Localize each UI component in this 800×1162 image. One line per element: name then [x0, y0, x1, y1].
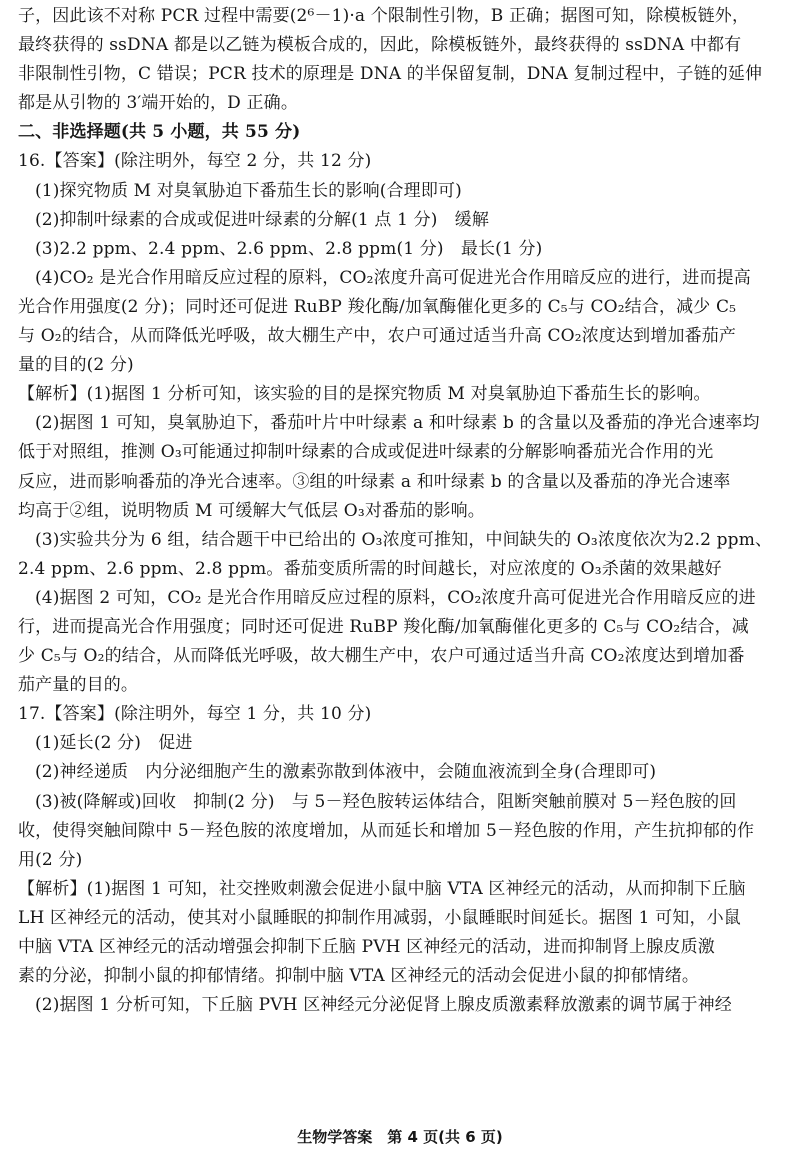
- text-line: (1)延长(2 分) 促进: [35, 733, 193, 754]
- text-line: (3)2.2 ppm、2.4 ppm、2.6 ppm、2.8 ppm(1 分) 最长(1 分): [35, 238, 543, 259]
- text-line: (2)抑制叶绿素的合成或促进叶绿素的分解(1 点 1 分) 缓解: [35, 209, 489, 230]
- text-line: (2)据图 1 可知，臭氧胁迫下，番茄叶片中叶绿素 a 和叶绿素 b 的含量以及番茄的净光合速率均: [35, 413, 760, 434]
- text-line: 量的目的(2 分): [18, 355, 134, 376]
- text-line: 2.4 ppm、2.6 ppm、2.8 ppm。番茄变质所需的时间越长，对应浓度的 O₃杀菌的效果越好: [18, 558, 722, 579]
- text-line: 中脑 VTA 区神经元的活动增强会抑制下丘脑 PVH 区神经元的活动，进而抑制肾上腺皮质激: [18, 937, 715, 957]
- text-line: 最终获得的 ssDNA 都是以乙链为模板合成的，因此，除模板链外，最终获得的 ssDNA 中都有: [18, 35, 742, 56]
- text-line: 用(2 分): [18, 849, 83, 870]
- text-line: 少 C₅与 O₂的结合，从而降低光呼吸，故大棚生产中，农户可通过适当升高 CO₂浓度达到增加番: [18, 646, 745, 667]
- text-line: 反应，进而影响番茄的净光合速率。③组的叶绿素 a 和叶绿素 b 的含量以及番茄的净光合速率: [18, 471, 731, 492]
- text-line: (2)据图 1 分析可知，下丘脑 PVH 区神经元分泌促肾上腺皮质激素释放激素的调节属于神经: [35, 995, 732, 1016]
- section-heading: 二、非选择题(共 5 小题，共 55 分): [18, 122, 301, 143]
- text-line: 素的分泌，抑制小鼠的抑郁情绪。抑制中脑 VTA 区神经元的活动会促进小鼠的抑郁情绪。: [18, 966, 700, 987]
- text-line: (3)实验共分为 6 组，结合题干中已给出的 O₃浓度可推知，中间缺失的 O₃浓度依次为2.2 ppm、: [35, 529, 773, 550]
- text-line: 【解析】(1)据图 1 分析可知，该实验的目的是探究物质 M 对臭氧胁迫下番茄生长的影响。: [18, 384, 711, 405]
- text-line: 【解析】(1)据图 1 可知，社交挫败刺激会促进小鼠中脑 VTA 区神经元的活动，从而抑制下丘脑: [18, 878, 746, 899]
- text-line: (1)探究物质 M 对臭氧胁迫下番茄生长的影响(合理即可): [35, 180, 462, 201]
- text-line: (3)被(降解或)回收 抑制(2 分) 与 5－羟色胺转运体结合，阻断突触前膜对 5－羟色胺的回: [35, 791, 737, 812]
- answer-sheet-body: [18, 2, 784, 1020]
- page-footer: 生物学答案 第 4 页(共 6 页): [297, 1128, 503, 1146]
- text-line: 光合作用强度(2 分)；同时还可促进 RuBP 羧化酶/加氧酶催化更多的 C₅与 CO₂结合，减少 C₅: [18, 296, 737, 317]
- text-line: (4)据图 2 可知，CO₂ 是光合作用暗反应过程的原料，CO₂浓度升高可促进光合作用暗反应的进: [35, 587, 756, 608]
- text-line: LH 区神经元的活动，使其对小鼠睡眠的抑制作用减弱，小鼠睡眠时间延长。据图 1 可知，小鼠: [18, 907, 741, 928]
- text-line: 非限制性引物，C 错误；PCR 技术的原理是 DNA 的半保留复制，DNA 复制过程中，子链的延伸: [18, 64, 763, 85]
- text-line: 与 O₂的结合，从而降低光呼吸，故大棚生产中，农户可通过适当升高 CO₂浓度达到增加番茄产: [18, 326, 737, 347]
- text-line: 行，进而提高光合作用强度；同时还可促进 RuBP 羧化酶/加氧酶催化更多的 C₅与 CO₂结合，减: [18, 616, 749, 637]
- text-line: 均高于②组，说明物质 M 可缓解大气低层 O₃对番茄的影响。: [18, 500, 485, 521]
- text-line: 低于对照组，推测 O₃可能通过抑制叶绿素的合成或促进叶绿素的分解影响番茄光合作用的光: [18, 442, 714, 463]
- text-line: 收，使得突触间隙中 5－羟色胺的浓度增加，从而延长和增加 5－羟色胺的作用，产生抗抑郁的作: [18, 820, 755, 841]
- text-line: 子，因此该不对称 PCR 过程中需要(2⁶－1)·a 个限制性引物，B 正确；据图可知，除模板链外，: [18, 6, 750, 26]
- text-line: 16.【答案】(除注明外，每空 2 分，共 12 分): [18, 151, 372, 172]
- text-line: 茄产量的目的。: [18, 675, 139, 696]
- text-line: (4)CO₂ 是光合作用暗反应过程的原料，CO₂浓度升高可促进光合作用暗反应的进行，进而提高: [35, 267, 751, 288]
- text-line: 都是从引物的 3′端开始的，D 正确。: [18, 93, 298, 114]
- text-line: 17.【答案】(除注明外，每空 1 分，共 10 分): [18, 704, 372, 725]
- text-line: (2)神经递质 内分泌细胞产生的激素弥散到体液中，会随血液流到全身(合理即可): [35, 762, 657, 783]
